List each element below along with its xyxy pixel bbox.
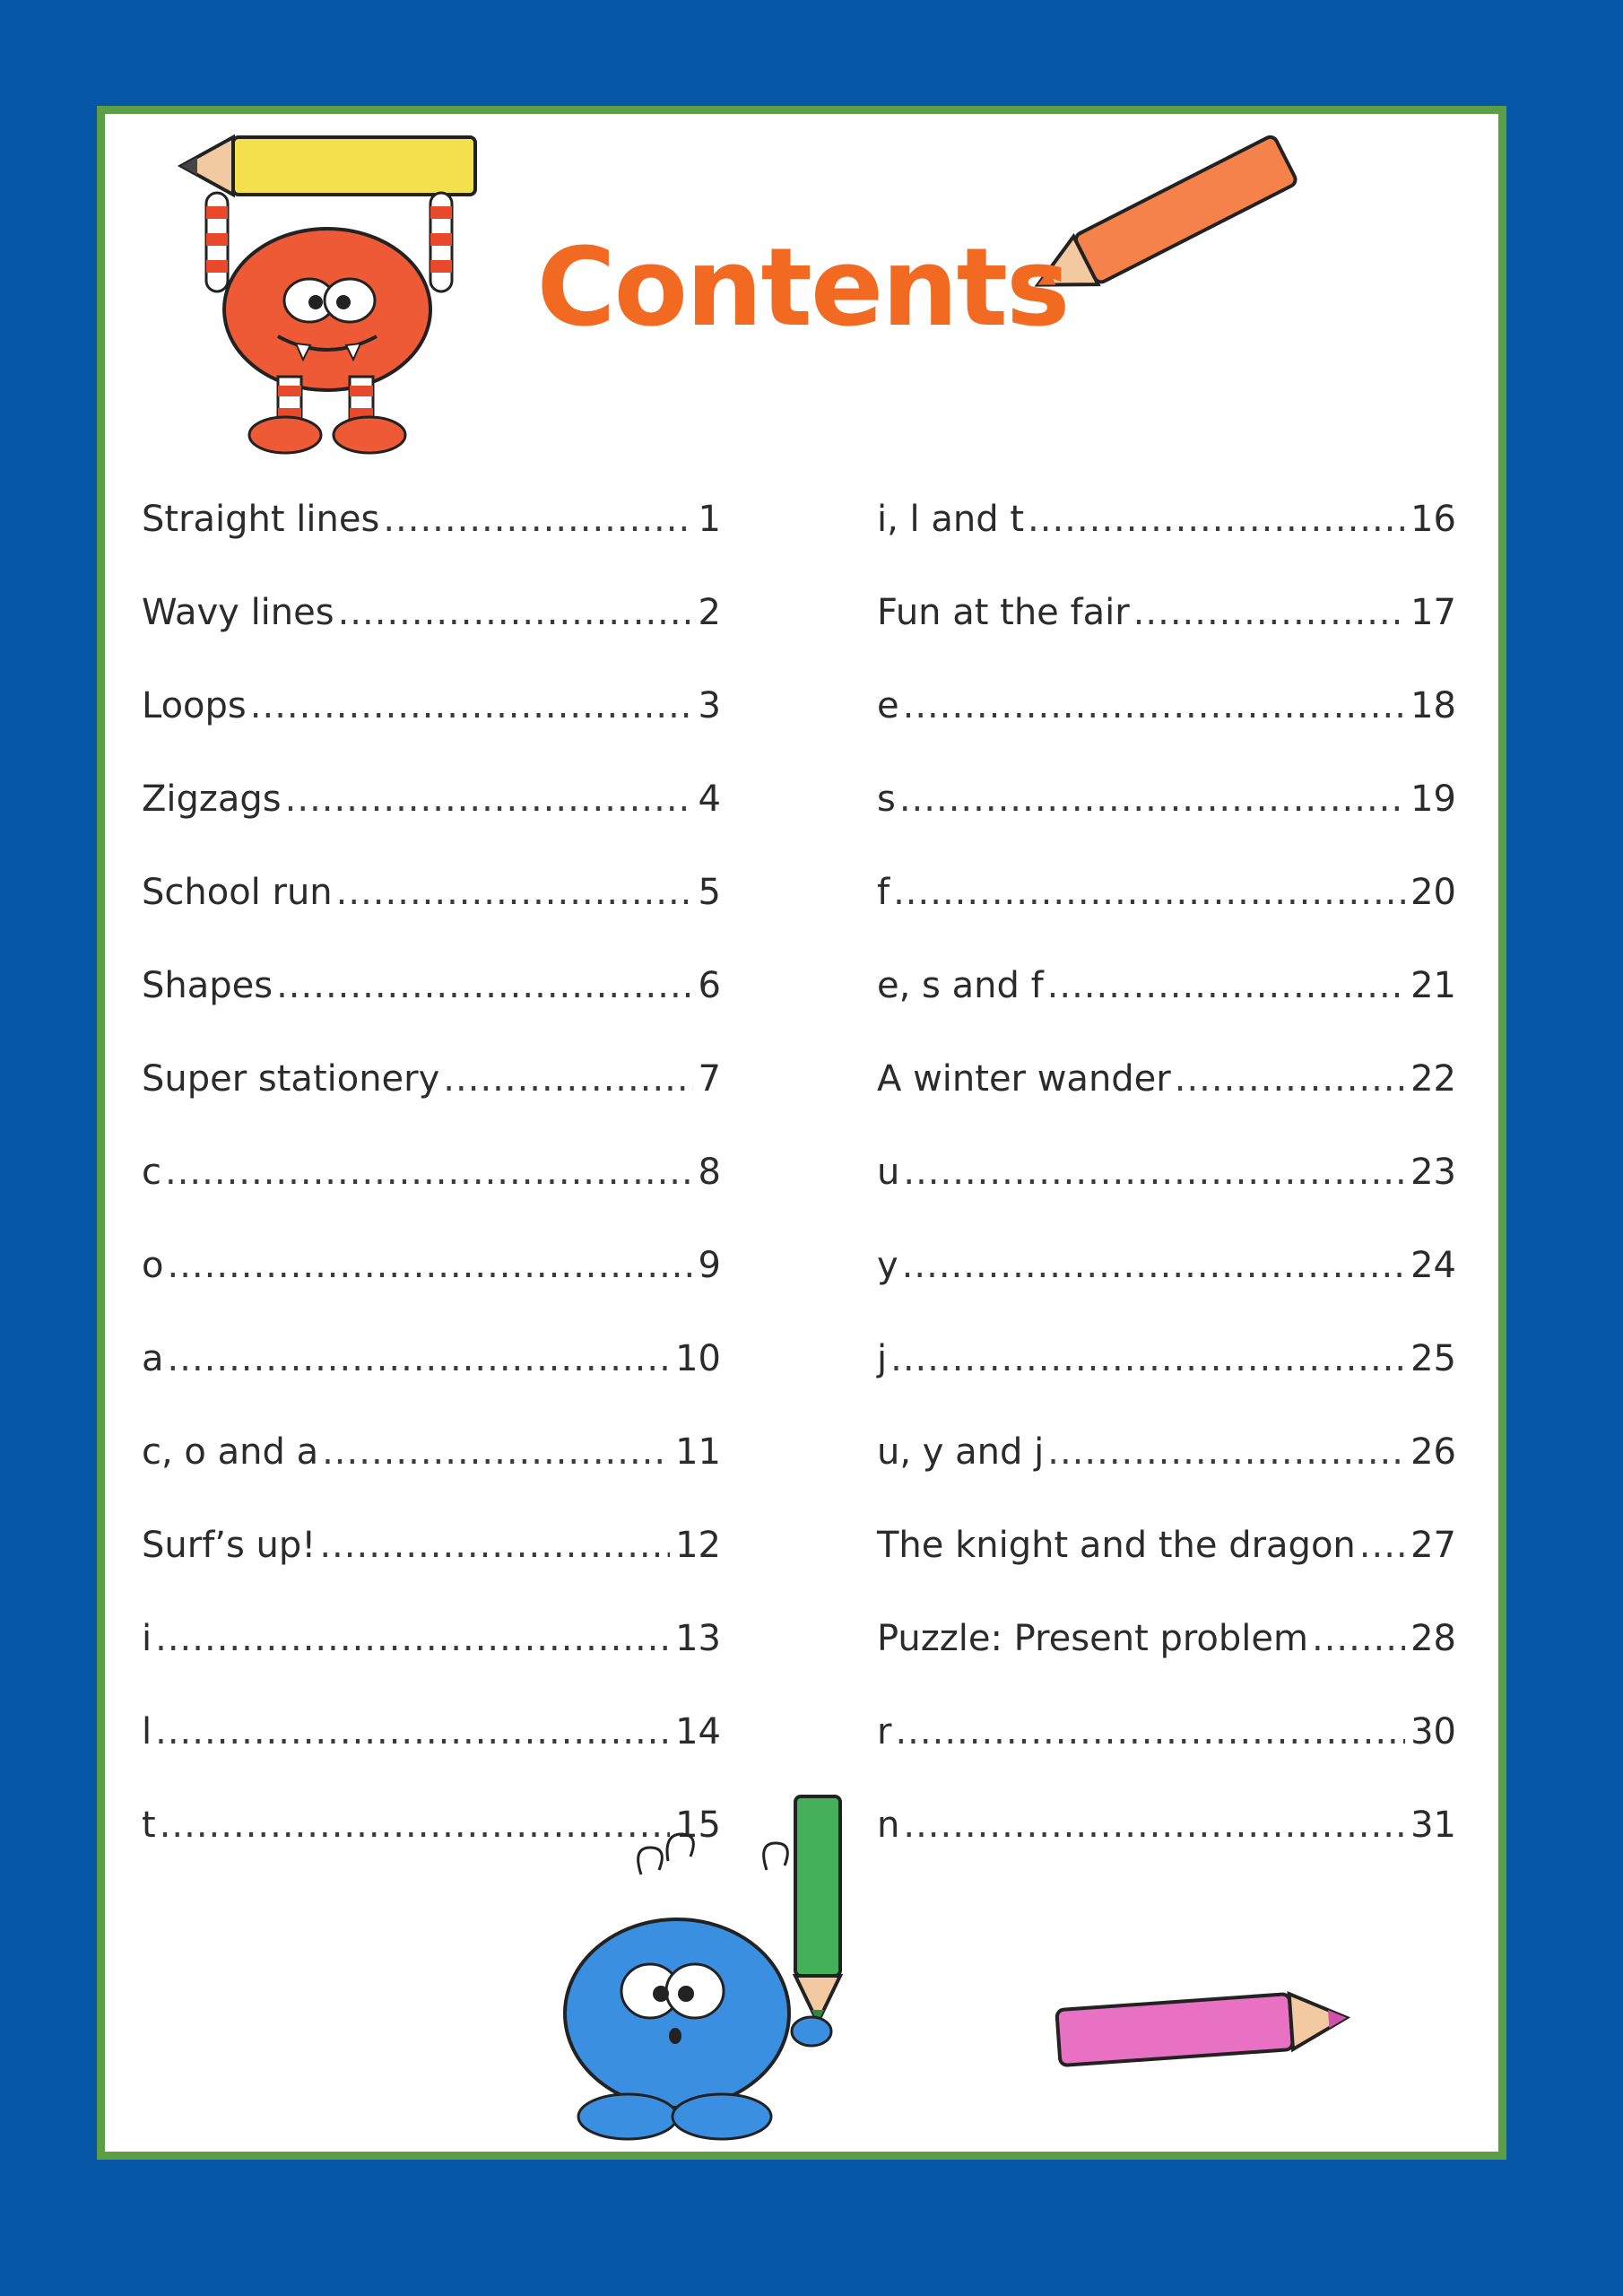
toc-page: 1 (698, 499, 721, 540)
toc-entry[interactable] (142, 1618, 721, 1711)
toc-entry[interactable] (142, 1245, 721, 1338)
toc-page: 28 (1410, 1618, 1456, 1659)
dot-leader (155, 1711, 670, 1752)
toc-label: Surf’s up! (142, 1525, 317, 1566)
toc-label: c (142, 1152, 161, 1193)
toc-label: a (142, 1338, 164, 1379)
toc-label: e (877, 685, 899, 726)
toc-entry[interactable] (877, 1711, 1456, 1805)
toc-right-column (877, 499, 1456, 1898)
toc-label: r (877, 1711, 892, 1752)
dot-leader (890, 1338, 1405, 1379)
dot-leader (336, 872, 693, 913)
toc-entry[interactable] (877, 1525, 1456, 1618)
toc-label: j (877, 1338, 888, 1379)
dot-leader (443, 1058, 692, 1100)
toc-entry[interactable] (142, 1431, 721, 1525)
toc-entry[interactable] (877, 1431, 1456, 1525)
toc-page: 6 (698, 965, 721, 1006)
toc-page: 12 (675, 1525, 721, 1566)
toc-page: 26 (1410, 1431, 1456, 1473)
dot-leader (165, 1152, 693, 1193)
toc-entry[interactable] (877, 499, 1456, 592)
toc-label: y (877, 1245, 898, 1286)
blue-monster-icon (542, 1789, 847, 2144)
page-title: Contents (536, 226, 1069, 351)
toc-entry[interactable] (142, 499, 721, 592)
dot-leader (1028, 499, 1405, 540)
toc-page: 19 (1410, 778, 1456, 820)
toc-label: o (142, 1245, 164, 1286)
toc-page: 15 (675, 1805, 721, 1846)
toc-page: 22 (1410, 1058, 1456, 1100)
dot-leader (338, 592, 693, 633)
dot-leader (899, 778, 1405, 820)
toc-page: 10 (675, 1338, 721, 1379)
toc-entry[interactable] (142, 685, 721, 778)
toc-label: Loops (142, 685, 247, 726)
toc-label: Wavy lines (142, 592, 334, 633)
toc-label: l (142, 1711, 152, 1752)
toc-entry[interactable] (142, 1058, 721, 1152)
toc-label: A winter wander (877, 1058, 1171, 1100)
toc-entry[interactable] (877, 1618, 1456, 1711)
dot-leader (1359, 1525, 1405, 1566)
toc-page: 30 (1410, 1711, 1456, 1752)
toc-page: 16 (1410, 499, 1456, 540)
toc-page: 31 (1410, 1805, 1456, 1846)
toc-label: i, l and t (877, 499, 1025, 540)
toc-label: Straight lines (142, 499, 380, 540)
toc-page: 24 (1410, 1245, 1456, 1286)
toc-page: 9 (698, 1245, 721, 1286)
toc-label: Puzzle: Present problem (877, 1618, 1308, 1659)
toc-page: 13 (675, 1618, 721, 1659)
toc-page: 11 (675, 1431, 721, 1473)
dot-leader (1175, 1058, 1405, 1100)
toc-entry[interactable] (142, 872, 721, 965)
dot-leader (167, 1245, 692, 1286)
dot-leader (319, 1525, 670, 1566)
toc-label: Shapes (142, 965, 273, 1006)
toc-entry[interactable] (877, 778, 1456, 872)
toc-page: 23 (1410, 1152, 1456, 1193)
dot-leader (276, 965, 692, 1006)
dot-leader (250, 685, 693, 726)
dot-leader (903, 685, 1405, 726)
toc-page: 7 (698, 1058, 721, 1100)
dot-leader (1047, 965, 1405, 1006)
dot-leader (383, 499, 692, 540)
toc-entry[interactable] (142, 778, 721, 872)
toc-entry[interactable] (877, 685, 1456, 778)
toc-label: n (877, 1805, 900, 1846)
toc-page: 25 (1410, 1338, 1456, 1379)
toc-entry[interactable] (142, 965, 721, 1058)
toc-entry[interactable] (142, 1338, 721, 1431)
dot-leader (903, 1805, 1405, 1846)
toc-label: t (142, 1805, 156, 1846)
toc-label: Fun at the fair (877, 592, 1130, 633)
dot-leader (1047, 1431, 1405, 1473)
toc-page: 20 (1410, 872, 1456, 913)
dot-leader (168, 1338, 671, 1379)
toc-entry[interactable] (877, 1152, 1456, 1245)
toc-entry[interactable] (877, 872, 1456, 965)
toc-page: 8 (698, 1152, 721, 1193)
dot-leader (1312, 1618, 1405, 1659)
toc-page: 27 (1410, 1525, 1456, 1566)
toc-label: u, y and j (877, 1431, 1045, 1473)
toc-label: Super stationery (142, 1058, 440, 1100)
toc-label: e, s and f (877, 965, 1044, 1006)
toc-page: 18 (1410, 685, 1456, 726)
toc-label: c, o and a (142, 1431, 319, 1473)
dot-leader (903, 1152, 1405, 1193)
toc-entry[interactable] (877, 965, 1456, 1058)
toc-page: 21 (1410, 965, 1456, 1006)
toc-entry[interactable] (877, 1058, 1456, 1152)
toc-label: Zigzags (142, 778, 282, 820)
toc-label: u (877, 1152, 900, 1193)
dot-leader (902, 1245, 1405, 1286)
dot-leader (893, 872, 1405, 913)
yellow-pencil-icon (181, 137, 475, 195)
dot-leader (322, 1431, 670, 1473)
toc-label: School run (142, 872, 333, 913)
dot-leader (155, 1618, 670, 1659)
toc-page: 17 (1410, 592, 1456, 633)
toc-page: 4 (698, 778, 721, 820)
green-pencil-icon (795, 1796, 840, 2022)
toc-entry[interactable] (142, 592, 721, 685)
toc-page: 2 (698, 592, 721, 633)
toc-entry[interactable] (877, 1338, 1456, 1431)
toc-entry[interactable] (877, 1245, 1456, 1338)
toc-left-column (142, 499, 721, 1898)
toc-label: i (142, 1618, 152, 1659)
toc-label: The knight and the dragon (877, 1525, 1356, 1566)
toc-entry[interactable] (142, 1152, 721, 1245)
toc-entry[interactable] (142, 1525, 721, 1618)
toc-page: 5 (698, 872, 721, 913)
toc-entry[interactable] (877, 592, 1456, 685)
toc-label: s (877, 778, 896, 820)
toc-label: f (877, 872, 890, 913)
dot-leader (285, 778, 693, 820)
toc-entry[interactable] (877, 1805, 1456, 1898)
toc-page: 14 (675, 1711, 721, 1752)
dot-leader (895, 1711, 1405, 1752)
dot-leader (1133, 592, 1405, 633)
pink-pencil-icon (1049, 1982, 1354, 2072)
toc-page: 3 (698, 685, 721, 726)
